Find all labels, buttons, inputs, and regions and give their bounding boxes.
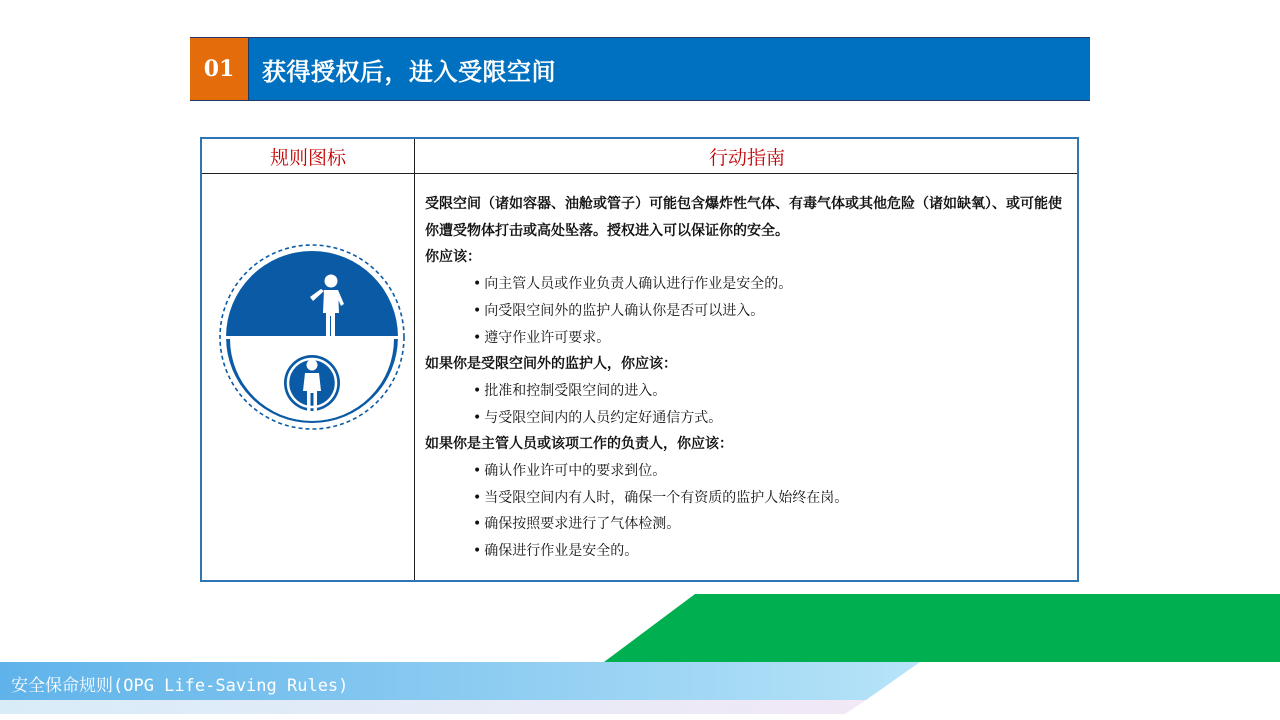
- rule-icon-header: 规则图标: [269, 146, 346, 169]
- list-item: • 确认作业许可中的要求到位。: [425, 458, 1065, 485]
- section-header: [190, 37, 1090, 101]
- list-item: • 确保按照要求进行了气体检测。: [425, 511, 1065, 538]
- supervisor-heading: 如果你是主管人员或该项工作的负责人，你应该：: [425, 436, 733, 453]
- watcher-heading: 如果你是受限空间外的监护人，你应该：: [425, 356, 677, 373]
- list-item: • 当受限空间内有人时，确保一个有资质的监护人始终在岗。: [425, 485, 1065, 512]
- section-number: 01: [190, 38, 249, 100]
- confined-space-entry-icon: [218, 243, 406, 431]
- list-item: • 遵守作业许可要求。: [425, 325, 1065, 352]
- row-divider: [202, 173, 1077, 174]
- section-title: 获得授权后，进入受限空间: [262, 57, 556, 86]
- action-guide-header: 行动指南: [708, 146, 785, 169]
- list-item: • 向主管人员或作业负责人确认进行作业是安全的。: [425, 271, 1065, 298]
- rules-table: [200, 137, 1079, 582]
- list-item: • 向受限空间外的监护人确认你是否可以进入。: [425, 298, 1065, 325]
- list-item: • 确保进行作业是安全的。: [425, 538, 1065, 565]
- you-should-heading: 你应该：: [425, 249, 481, 266]
- list-item: • 批准和控制受限空间的进入。: [425, 378, 1065, 405]
- list-item: • 与受限空间内的人员约定好通信方式。: [425, 405, 1065, 432]
- footer-title: 安全保命规则(OPG Life-Saving Rules): [11, 676, 349, 696]
- guide-intro: 受限空间（诸如容器、油舱或管子）可能包含爆炸性气体、有毒气体或其他危险（诸如缺氧）、或可能使你遭受物体打击或高处坠落。授权进入可以保证你的安全。: [425, 196, 1062, 239]
- column-divider: [414, 139, 415, 580]
- action-guide: [425, 191, 1065, 565]
